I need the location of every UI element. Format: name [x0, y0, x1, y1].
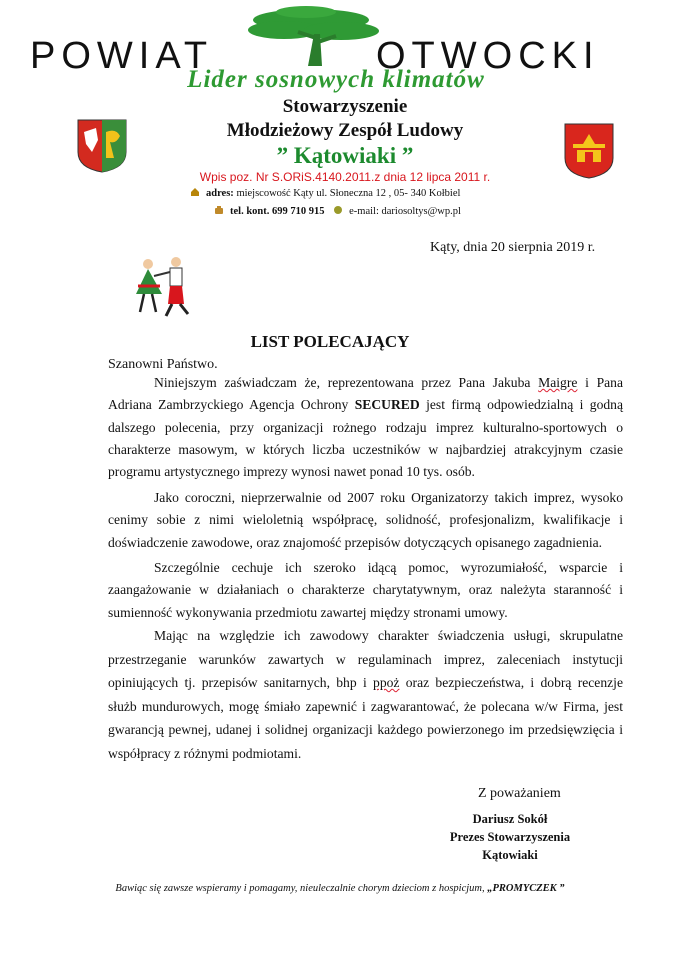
paragraph-2: Jako coroczni, nieprzerwalnie od 2007 roku Organizatorzy takich imprez, wysoko cenimy sobie z nimi wieloletnią współpracę, solidność, profesjonalizm, kwalifikacje i doświadczenie zawodowe, oraz znajomość przepisów dotyczących opisanego zagadnienia.: [108, 490, 623, 550]
address-label: adres:: [206, 188, 234, 199]
paragraph-1-text-b: i Pana Adriana Zambrzyckiego Agencja Ochrony: [108, 375, 624, 413]
phone-number: 699 710 915: [272, 206, 325, 217]
signature-name: Dariusz Sokół: [472, 812, 548, 826]
association-type: Stowarzyszenie: [282, 96, 408, 117]
footer-text: Bawiąc się zawsze wspieramy i pomagamy, nieuleczalnie chorym dzieciom z hospicjum,: [115, 883, 488, 894]
banner-right: OTWOCKI: [376, 35, 600, 74]
gmina-crest: [563, 122, 615, 180]
signature-role: Prezes Stowarzyszenia: [449, 830, 571, 844]
banner-left: POWIAT: [30, 35, 214, 74]
salutation: Szanowni Państwo.: [108, 357, 218, 372]
footer-note: [60, 883, 620, 894]
house-icon: [190, 187, 200, 197]
paragraph-1: [108, 372, 623, 483]
association-full-name: Młodzieżowy Zespół Ludowy: [226, 120, 464, 141]
email-icon: [333, 205, 343, 215]
company-name: SECURED: [354, 397, 420, 413]
email-label: e-mail:: [349, 206, 379, 217]
registry-entry: Wpis poz. Nr S.ORiS.4140.2011.z dnia 12 lipca 2011 r.: [199, 170, 491, 184]
folk-dancers-illustration: [124, 254, 200, 320]
paragraph-1-text-a: Niniejszym zaświadczam że, reprezentowana przez Pana Jakuba: [154, 375, 539, 390]
email-address[interactable]: dariosoltys@wp.pl: [381, 206, 461, 217]
document-title: LIST POLECAJĄCY: [250, 332, 410, 351]
place-date: Kąty, dnia 20 sierpnia 2019 r.: [430, 240, 596, 255]
paragraph-4-text-a: Mając na względzie ich zawodowy charakter świadczenia usługi, skrupulatne przestrzeganie warunków zawartych w regulaminach imprez, zaleceniach instytucji opiniujących tj. przepisów sanitarnych, bhp i: [108, 628, 623, 690]
signature-organization: Kątowiaki: [482, 848, 538, 862]
misspelled-word: ppoż: [373, 675, 400, 690]
banner-motto: Lider sosnowych klimatów: [187, 66, 485, 93]
contact-row: [214, 205, 574, 217]
paragraph-1-text-c: jest firmą odpowiedzialną i godną dalszego polecenia, przy organizacji rożnego rodzaju imprez kulturalno-sportowych o charakterze masowym, w których liczba uczestników w najbardziej atrakcyjnym czasie programu artystycznego imprezy wynosi nawet ponad 10 tys. osób.: [108, 397, 624, 480]
closing: Z poważaniem: [478, 786, 561, 801]
phone-icon: [214, 205, 224, 215]
paragraph-4: [108, 624, 623, 765]
misspelled-name: Maigre: [538, 375, 578, 390]
powiat-crest: [76, 118, 128, 174]
address-text: miejscowość Kąty ul. Słoneczna 12 , 05- 340 Kołbiel: [236, 188, 461, 199]
paragraph-4-text-b: oraz bezpieczeństwa, i dobrą recenzje służb mundurowych, mogę śmiało zapewnić i zagwarantować, że polecana w/w Firma, jest gwarancją pewnej, udanej i solidnej organizacji każdego powierzonego im przedsięwzięcia i współpracy z różnymi podmiotami.: [108, 675, 623, 761]
address-row: [190, 187, 550, 199]
association-name-text: ” Kątowiaki ”: [276, 143, 414, 168]
association-name: [180, 143, 510, 169]
phone-label: tel. kont.: [230, 206, 270, 217]
hospice-name: „PROMYCZEK ”: [487, 883, 565, 894]
paragraph-3: Szczególnie cechuje ich szeroko idącą pomoc, wyrozumiałość, wsparcie i zaangażowanie w działaniach o charakterze charytatywnym, oraz należyta staranność i sumienność wykonywania przedmiotu zawartej między stronami umowy.: [108, 560, 623, 620]
